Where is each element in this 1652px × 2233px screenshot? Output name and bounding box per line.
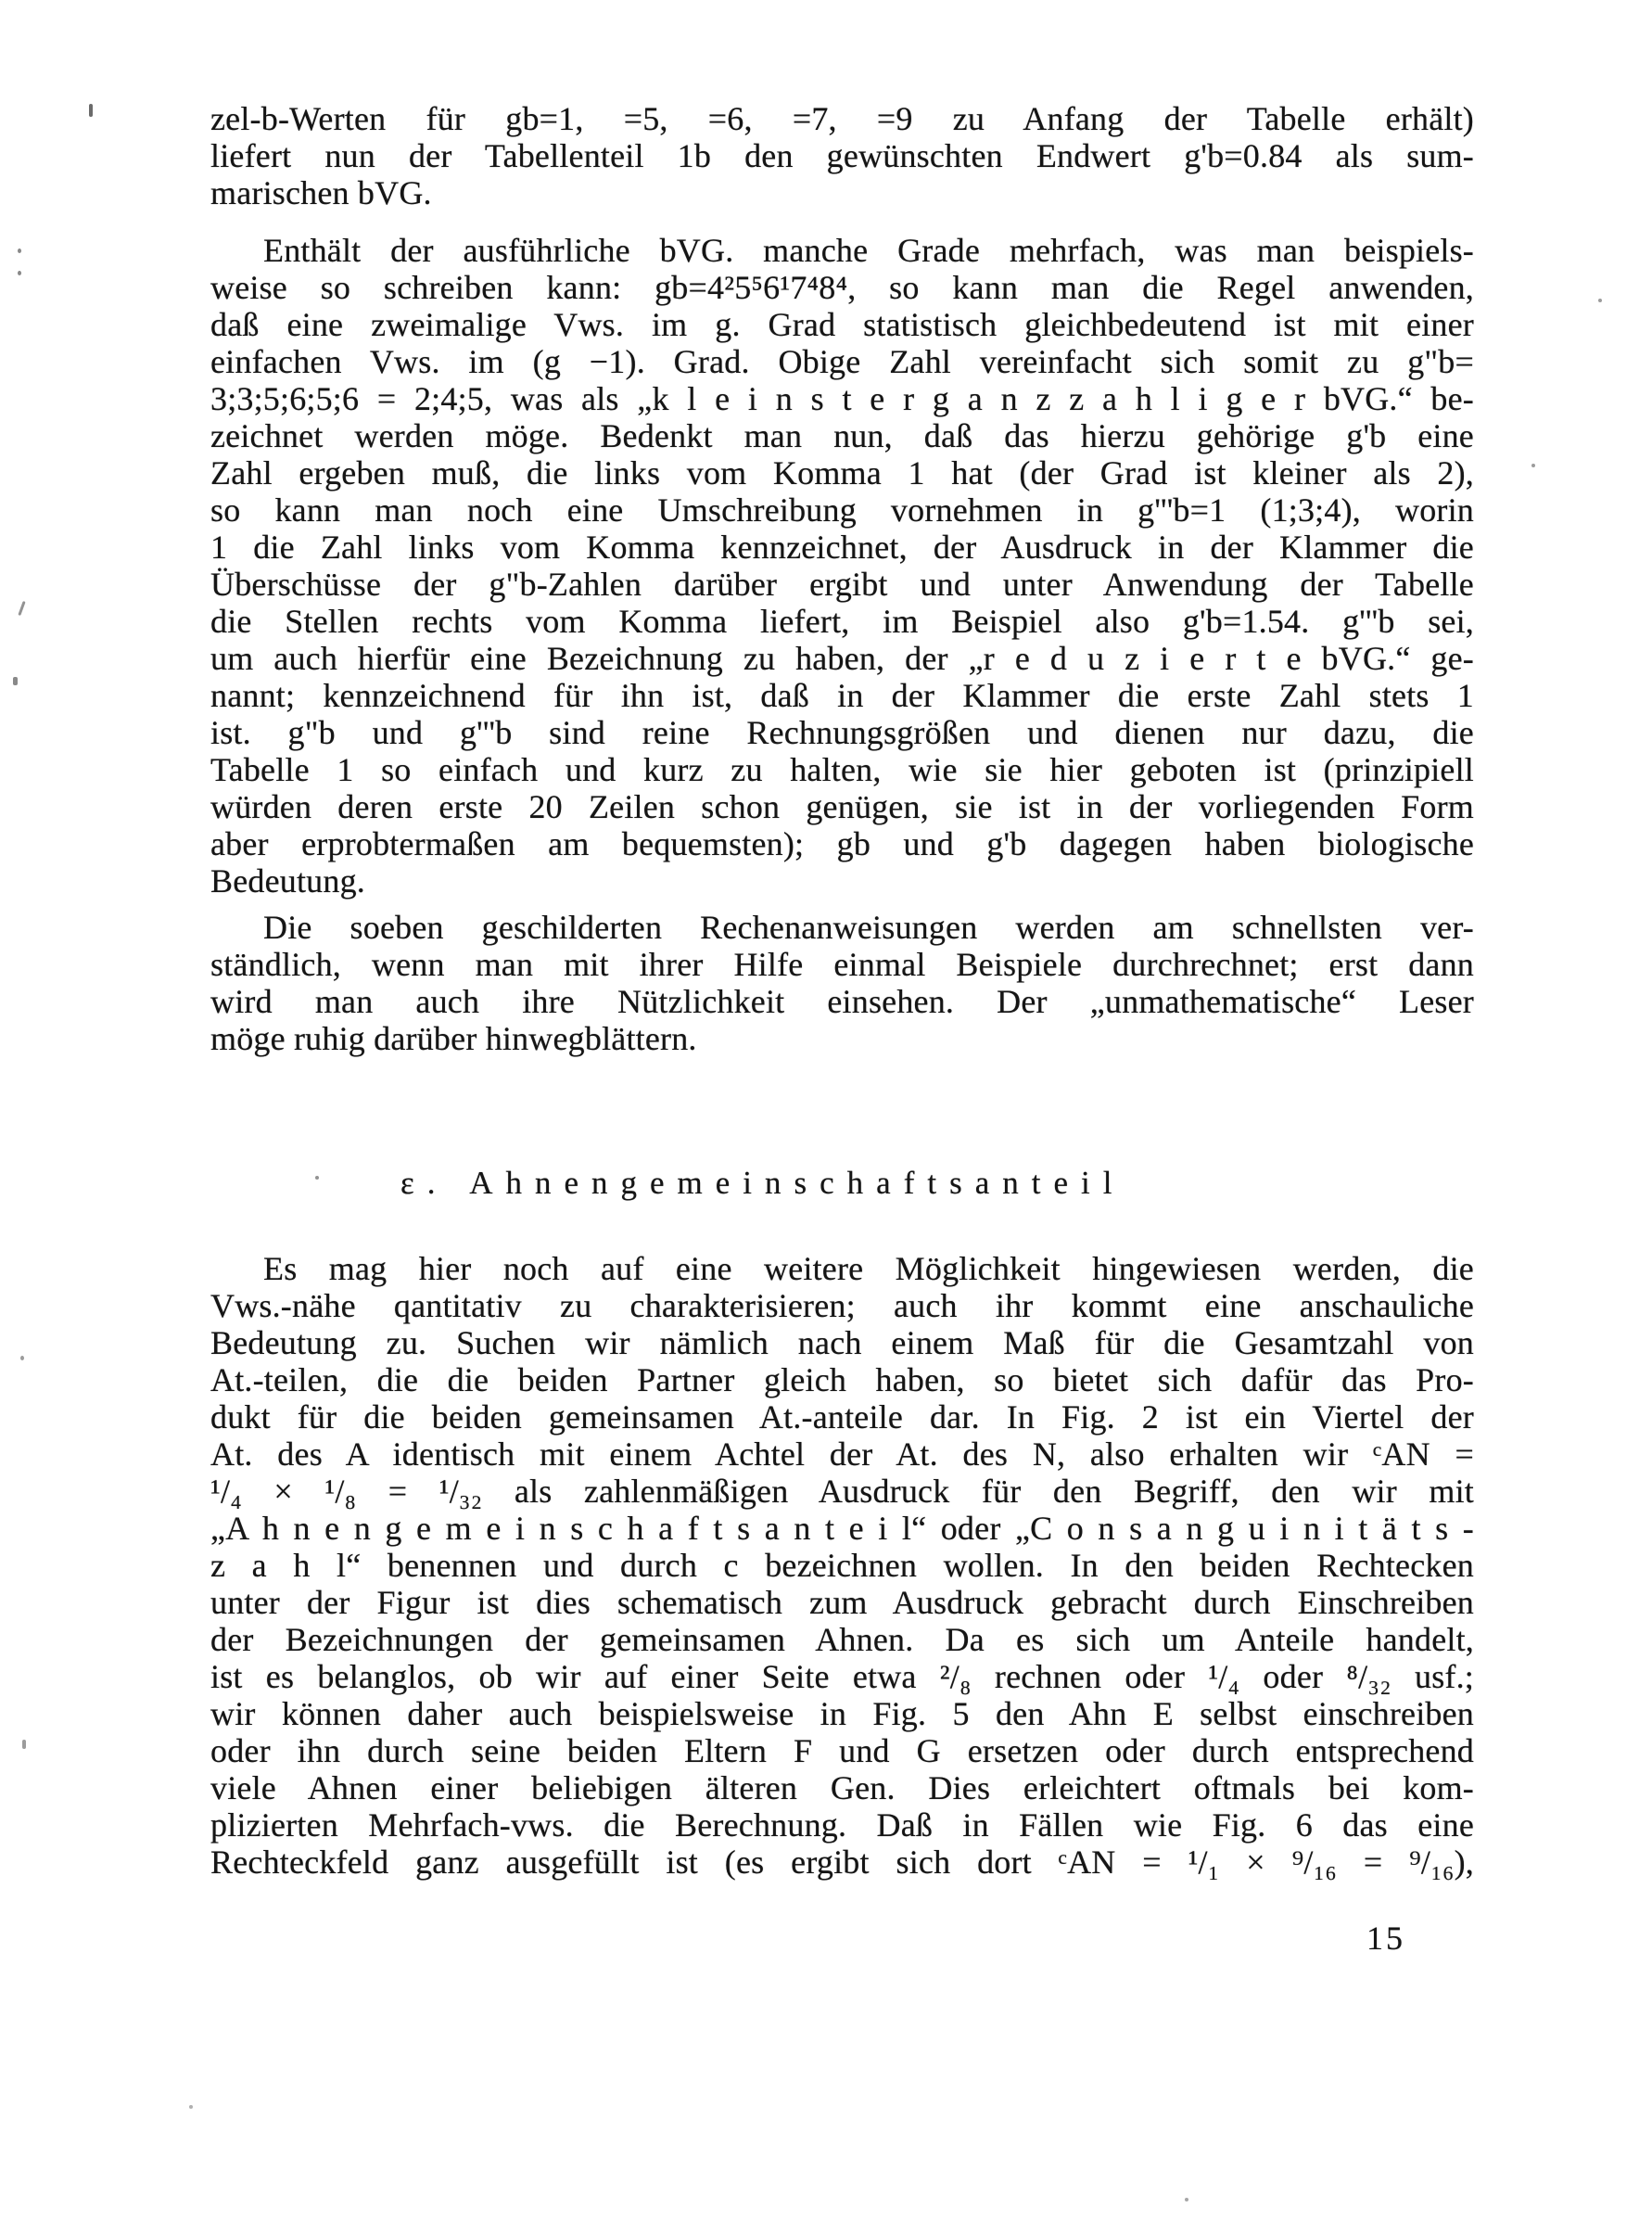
text-line: daß eine zweimalige Vws. im g. Grad statistisch gleichbedeutend ist mit einer — [210, 306, 1474, 343]
scan-artifact — [189, 2105, 193, 2109]
text-line: Rechteckfeld ganz ausgefüllt ist (es ergibt sich dort ᶜAN = ¹/₁ × ⁹/₁₆ = ⁹/₁₆), — [210, 1844, 1474, 1881]
scan-artifact — [18, 271, 21, 275]
text-line: Bedeutung zu. Suchen wir nämlich nach einem Maß für die Gesamtzahl von — [210, 1324, 1474, 1361]
scan-artifact — [13, 677, 18, 685]
text-line: ist es belanglos, ob wir auf einer Seite etwa ²/₈ rechnen oder ¹/₄ oder ⁸/₃₂ usf.; — [210, 1658, 1474, 1695]
text-line: „A h n e n g e m e i n s c h a f t s a n t e i l“ oder „C o n s a n g u i n i t ä t s - — [210, 1510, 1474, 1547]
text-line: oder ihn durch seine beiden Eltern F und G ersetzen oder durch entsprechend — [210, 1732, 1474, 1769]
scan-artifact — [18, 601, 25, 616]
text-line: zel-b-Werten für gb=1, =5, =6, =7, =9 zu Anfang der Tabelle erhält) — [210, 100, 1474, 137]
scan-artifact — [18, 249, 21, 253]
scan-artifact — [1531, 464, 1535, 467]
text-line: plizierten Mehrfach-vws. die Berechnung. Daß in Fällen wie Fig. 6 das eine — [210, 1806, 1474, 1844]
scan-artifact — [1598, 299, 1602, 302]
text-line: Die soeben geschilderten Rechenanweisungen werden am schnellsten ver- — [263, 909, 1474, 946]
text-line: wird man auch ihre Nützlichkeit einsehen. Der „unmathematische“ Leser — [210, 983, 1474, 1020]
text-line: Vws.-nähe qantitativ zu charakterisieren; auch ihr kommt eine anschauliche — [210, 1287, 1474, 1324]
text-line: At. des A identisch mit einem Achtel der At. des N, also erhalten wir ᶜAN = — [210, 1436, 1474, 1473]
text-line: zeichnet werden möge. Bedenkt man nun, daß das hierzu gehörige g'b eine — [210, 417, 1474, 454]
scan-artifact — [22, 1740, 26, 1749]
text-line: Tabelle 1 so einfach und kurz zu halten, wie sie hier geboten ist (prinzipiell — [210, 751, 1474, 788]
text-line: um auch hierfür eine Bezeichnung zu haben, der „r e d u z i e r t e bVG.“ ge- — [210, 640, 1474, 677]
text-line: aber erprobtermaßen am bequemsten); gb und g'b dagegen haben biologische — [210, 825, 1474, 862]
text-block — [210, 0, 1474, 2233]
text-line: die Stellen rechts vom Komma liefert, im Beispiel also g'b=1.54. g'''b sei, — [210, 603, 1474, 640]
scan-artifact — [20, 1356, 24, 1360]
text-line: ¹/₄ × ¹/₈ = ¹/₃₂ als zahlenmäßigen Ausdruck für den Begriff, den wir mit — [210, 1473, 1474, 1510]
text-line: liefert nun der Tabellenteil 1b den gewünschten Endwert g'b=0.84 als sum- — [210, 137, 1474, 174]
text-line: weise so schreiben kann: gb=4²5⁵6¹7⁴8⁴, so kann man die Regel anwenden, — [210, 269, 1474, 306]
text-line: einfachen Vws. im (g −1). Grad. Obige Zahl vereinfacht sich somit zu g"b= — [210, 343, 1474, 380]
text-line: 1 die Zahl links vom Komma kennzeichnet, der Ausdruck in der Klammer die — [210, 529, 1474, 566]
text-line: marischen bVG. — [210, 174, 432, 211]
text-line: viele Ahnen einer beliebigen älteren Gen. Dies erleichtert oftmals bei kom- — [210, 1769, 1474, 1806]
text-line: Bedeutung. — [210, 862, 365, 900]
page-number: 15 — [1366, 1920, 1405, 1957]
paragraph — [210, 1250, 1474, 1881]
scan-artifact — [89, 104, 93, 117]
text-line: unter der Figur ist dies schematisch zum Ausdruck gebracht durch Einschreiben — [210, 1584, 1474, 1621]
paragraph — [210, 100, 1474, 211]
scan-artifact — [315, 1176, 319, 1180]
text-line: nannt; kennzeichnend für ihn ist, daß in der Klammer die erste Zahl stets 1 — [210, 677, 1474, 714]
text-line: 3;3;5;6;5;6 = 2;4;5, was als „k l e i n s t e r g a n z z a h l i g e r bVG.“ be- — [210, 380, 1474, 417]
text-line: Es mag hier noch auf eine weitere Möglichkeit hingewiesen werden, die — [263, 1250, 1474, 1287]
text-line: Zahl ergeben muß, die links vom Komma 1 hat (der Grad ist kleiner als 2), — [210, 454, 1474, 491]
text-line: würden deren erste 20 Zeilen schon genügen, sie ist in der vorliegenden Form — [210, 788, 1474, 825]
text-line: dukt für die beiden gemeinsamen At.-anteile dar. In Fig. 2 ist ein Viertel der — [210, 1398, 1474, 1436]
text-line: At.-teilen, die die beiden Partner gleich haben, so bietet sich dafür das Pro- — [210, 1361, 1474, 1398]
paragraph — [210, 909, 1474, 1057]
text-line: so kann man noch eine Umschreibung vornehmen in g'''b=1 (1;3;4), worin — [210, 491, 1474, 529]
text-line: Enthält der ausführliche bVG. manche Grade mehrfach, was man beispiels- — [263, 232, 1474, 269]
text-line: der Bezeichnungen der gemeinsamen Ahnen. Da es sich um Anteile handelt, — [210, 1621, 1474, 1658]
text-line: ständlich, wenn man mit ihrer Hilfe einmal Beispiele durchrechnet; erst dann — [210, 946, 1474, 983]
text-line: z a h l“ benennen und durch c bezeichnen wollen. In den beiden Rechtecken — [210, 1547, 1474, 1584]
text-line: ist. g"b und g'''b sind reine Rechnungsgrößen und dienen nur dazu, die — [210, 714, 1474, 751]
text-line: wir können daher auch beispielsweise in Fig. 5 den Ahn E selbst einschreiben — [210, 1695, 1474, 1732]
text-line: möge ruhig darüber hinwegblättern. — [210, 1020, 697, 1057]
scan-artifact — [1185, 2198, 1188, 2201]
section-heading: ε. Ahnengemeinschaftsanteil — [400, 1165, 1125, 1201]
text-line: Überschüsse der g"b-Zahlen darüber ergibt und unter Anwendung der Tabelle — [210, 566, 1474, 603]
paragraph — [210, 232, 1474, 900]
